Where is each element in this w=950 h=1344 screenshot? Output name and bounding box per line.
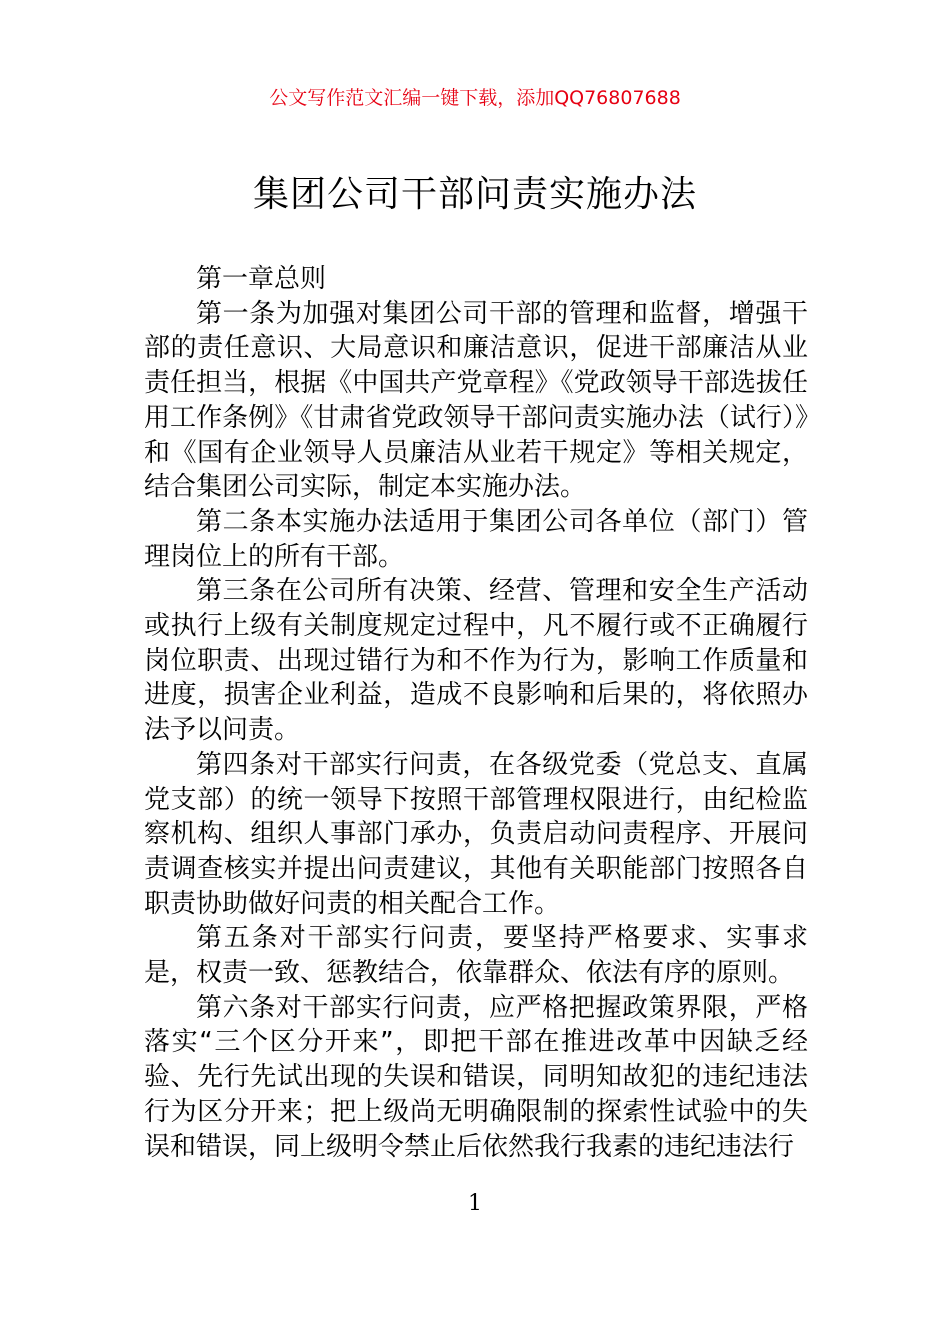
article-5: 第五条对干部实行问责，要坚持严格要求、实事求是，权责一致、惩教结合，依靠群众、依法有序的原则。 [144,923,808,989]
document-title: 集团公司干部问责实施办法 [252,174,697,215]
article-3: 第三条在公司所有决策、经营、管理和安全生产活动或执行上级有关制度规定过程中，凡不履行或不正确履行岗位职责、出现过错行为和不作为行为，影响工作质量和进度，损害企业利益，造成不良影响和后果的，将依照办法予以问责。 [144,576,808,746]
article-6: 第六条对干部实行问责，应严格把握政策界限，严格落实“三个区分开来”，即把干部在推进改革中因缺乏经验、先行先试出现的失误和错误，同明知故犯的违纪违法行为区分开来；把上级尚无明确限制的探索性试验中的失误和错误，同上级明令禁止后依然我行我素的违纪违法行 [144,992,808,1162]
header-download-note: 公文写作范文汇编一键下载，添加QQ76807688 [269,87,681,109]
chapter-heading: 第一章总则 [196,264,327,294]
article-1: 第一条为加强对集团公司干部的管理和监督，增强干部的责任意识、大局意识和廉洁意识，促进干部廉洁从业责任担当，根据《中国共产党章程》《党政领导干部选拔任用工作条例》《甘肃省党政领导干部问责实施办法（试行）》和《国有企业领导人员廉洁从业若干规定》等相关规定，结合集团公司实际，制定本实施办法。 [144,298,808,503]
document-body [144,262,808,1164]
article-2: 第二条本实施办法适用于集团公司各单位（部门）管理岗位上的所有干部。 [144,506,808,572]
page-number: 1 [468,1191,482,1216]
article-4: 第四条对干部实行问责，在各级党委（党总支、直属党支部）的统一领导下按照干部管理权限进行，由纪检监察机构、组织人事部门承办，负责启动问责程序、开展问责调查核实并提出问责建议，其他有关职能部门按照各自职责协助做好问责的相关配合工作。 [144,749,808,919]
